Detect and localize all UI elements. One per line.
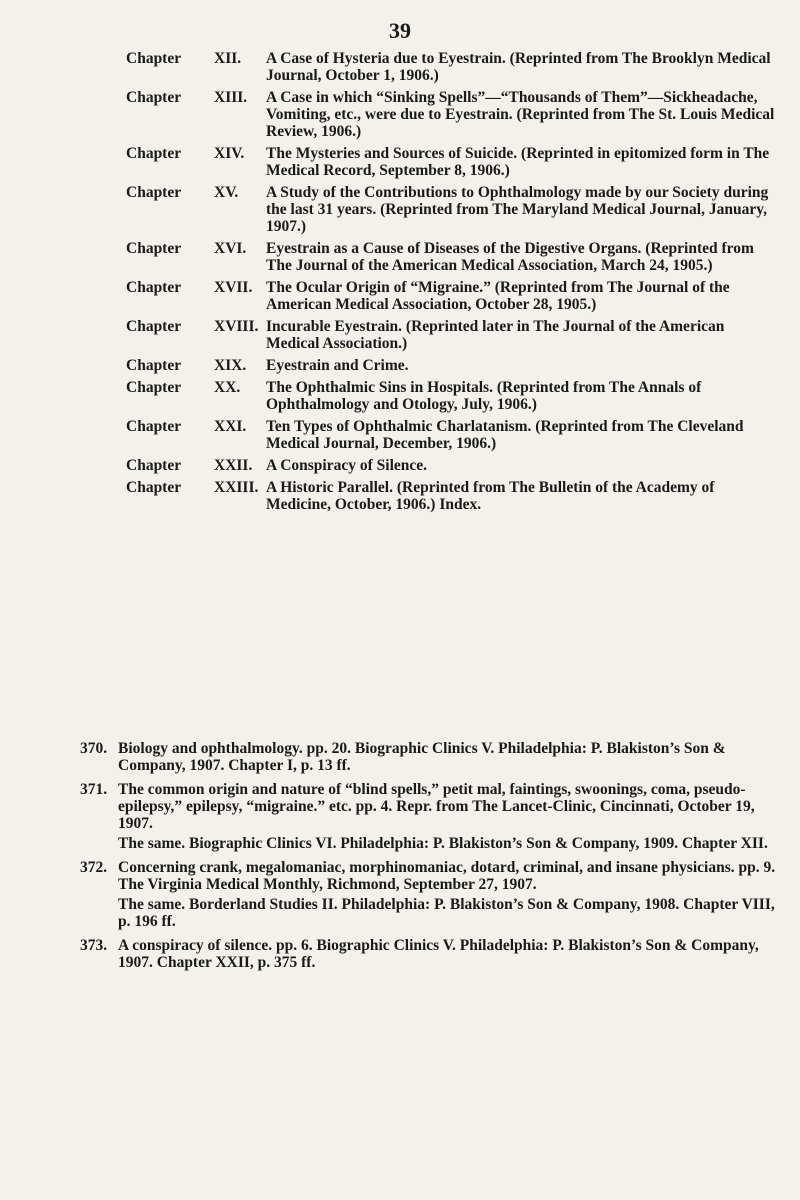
reference-text: Biology and ophthalmology. pp. 20. Biographic Clinics V. Philadelphia: P. Blakiston’s Son & Company, 1907. Chapter I, p. 13 ff. bbox=[118, 740, 726, 774]
chapter-entry bbox=[126, 379, 776, 413]
chapter-entry bbox=[126, 418, 776, 452]
reference-text: Concerning crank, megalomaniac, morphinomaniac, dotard, criminal, and insane physicians. pp. 9. The Virginia Medical Monthly, Richmond, September 27, 1907. bbox=[118, 859, 776, 893]
chapter-label: Chapter bbox=[126, 50, 182, 67]
chapter-label: Chapter bbox=[126, 318, 182, 335]
reference-number: 370. bbox=[80, 740, 108, 757]
chapter-title: A Study of the Contributions to Ophthalmology made by our Society during the last 31 years. (Reprinted from The Maryland Medical Journal, January, 1907.) bbox=[266, 184, 769, 235]
reference-entry bbox=[80, 859, 780, 933]
chapter-title: Eyestrain and Crime. bbox=[266, 357, 409, 374]
chapter-entry bbox=[126, 318, 776, 352]
chapter-number: XV. bbox=[214, 184, 239, 201]
reference-text: The common origin and nature of “blind spells,” petit mal, faintings, swoonings, coma, pseudo-epilepsy,” epilepsy, “migraine.” etc. pp. 4. Repr. from The Lancet-Clinic, Cincinnati, October 19, 1907. bbox=[118, 781, 755, 832]
chapter-title: Eyestrain as a Cause of Diseases of the Digestive Organs. (Reprinted from The Journal of the American Medical Association, March 24, 1905.) bbox=[266, 240, 754, 274]
chapter-label: Chapter bbox=[126, 145, 182, 162]
chapter-label: Chapter bbox=[126, 279, 182, 296]
chapter-number: XX. bbox=[214, 379, 241, 396]
chapter-title: A Historic Parallel. (Reprinted from The Bulletin of the Academy of Medicine, October, 1906.) Index. bbox=[266, 479, 715, 513]
chapter-label: Chapter bbox=[126, 240, 182, 257]
reference-entry bbox=[80, 740, 780, 777]
chapter-title: Incurable Eyestrain. (Reprinted later in The Journal of the American Medical Association.) bbox=[266, 318, 725, 352]
chapter-label: Chapter bbox=[126, 379, 182, 396]
chapter-title: A Case of Hysteria due to Eyestrain. (Reprinted from The Brooklyn Medical Journal, October 1, 1906.) bbox=[266, 50, 771, 84]
chapter-entry bbox=[126, 357, 776, 374]
reference-body bbox=[118, 937, 780, 974]
reference-text: The same. Biographic Clinics VI. Philadelphia: P. Blakiston’s Son & Company, 1909. Chapter XII. bbox=[118, 835, 768, 852]
chapter-number: XII. bbox=[214, 50, 242, 67]
chapter-entry bbox=[126, 184, 776, 235]
reference-text: The same. Borderland Studies II. Philadelphia: P. Blakiston’s Son & Company, 1908. Chapter VIII, p. 196 ff. bbox=[118, 896, 775, 930]
reference-number: 371. bbox=[80, 781, 108, 798]
reference-number: 373. bbox=[80, 937, 108, 954]
chapter-entry bbox=[126, 50, 776, 84]
reference-body bbox=[118, 781, 780, 855]
chapter-number: XXIII. bbox=[214, 479, 259, 496]
reference-text: A conspiracy of silence. pp. 6. Biographic Clinics V. Philadelphia: P. Blakiston’s Son & Company, 1907. Chapter XXII, p. 375 ff. bbox=[118, 937, 759, 971]
chapter-number: XIII. bbox=[214, 89, 248, 106]
chapter-label: Chapter bbox=[126, 184, 182, 201]
chapter-entry bbox=[126, 479, 776, 513]
chapter-label: Chapter bbox=[126, 479, 182, 496]
chapter-label: Chapter bbox=[126, 89, 182, 106]
reference-entry bbox=[80, 937, 780, 974]
chapter-number: XXI. bbox=[214, 418, 247, 435]
chapter-entry bbox=[126, 457, 776, 474]
chapter-entry bbox=[126, 240, 776, 274]
chapter-number: XIV. bbox=[214, 145, 245, 162]
chapter-label: Chapter bbox=[126, 418, 182, 435]
chapter-entry bbox=[126, 279, 776, 313]
chapter-entry bbox=[126, 89, 776, 140]
chapter-title: The Ophthalmic Sins in Hospitals. (Reprinted from The Annals of Ophthalmology and Otology, July, 1906.) bbox=[266, 379, 702, 413]
chapter-number: XXII. bbox=[214, 457, 253, 474]
reference-list bbox=[80, 740, 780, 978]
chapter-entry bbox=[126, 145, 776, 179]
chapter-label: Chapter bbox=[126, 457, 182, 474]
reference-body bbox=[118, 740, 780, 777]
chapter-number: XVIII. bbox=[214, 318, 259, 335]
page-number: 39 bbox=[389, 18, 411, 43]
chapter-title: The Mysteries and Sources of Suicide. (Reprinted in epitomized form in The Medical Record, September 8, 1906.) bbox=[266, 145, 770, 179]
chapter-title: A Case in which “Sinking Spells”—“Thousands of Them”—Sickheadache, Vomiting, etc., were due to Eyestrain. (Reprinted from The St. Louis Medical Review, 1906.) bbox=[266, 89, 775, 140]
chapter-title: The Ocular Origin of “Migraine.” (Reprinted from The Journal of the American Medical Association, October 28, 1905.) bbox=[266, 279, 730, 313]
chapter-number: XIX. bbox=[214, 357, 247, 374]
reference-number: 372. bbox=[80, 859, 108, 876]
chapter-list bbox=[126, 50, 776, 518]
chapter-number: XVI. bbox=[214, 240, 247, 257]
reference-entry bbox=[80, 781, 780, 855]
chapter-number: XVII. bbox=[214, 279, 253, 296]
chapter-title: A Conspiracy of Silence. bbox=[266, 457, 428, 474]
reference-body bbox=[118, 859, 780, 933]
chapter-title: Ten Types of Ophthalmic Charlatanism. (Reprinted from The Cleveland Medical Journal, December, 1906.) bbox=[266, 418, 744, 452]
chapter-label: Chapter bbox=[126, 357, 182, 374]
